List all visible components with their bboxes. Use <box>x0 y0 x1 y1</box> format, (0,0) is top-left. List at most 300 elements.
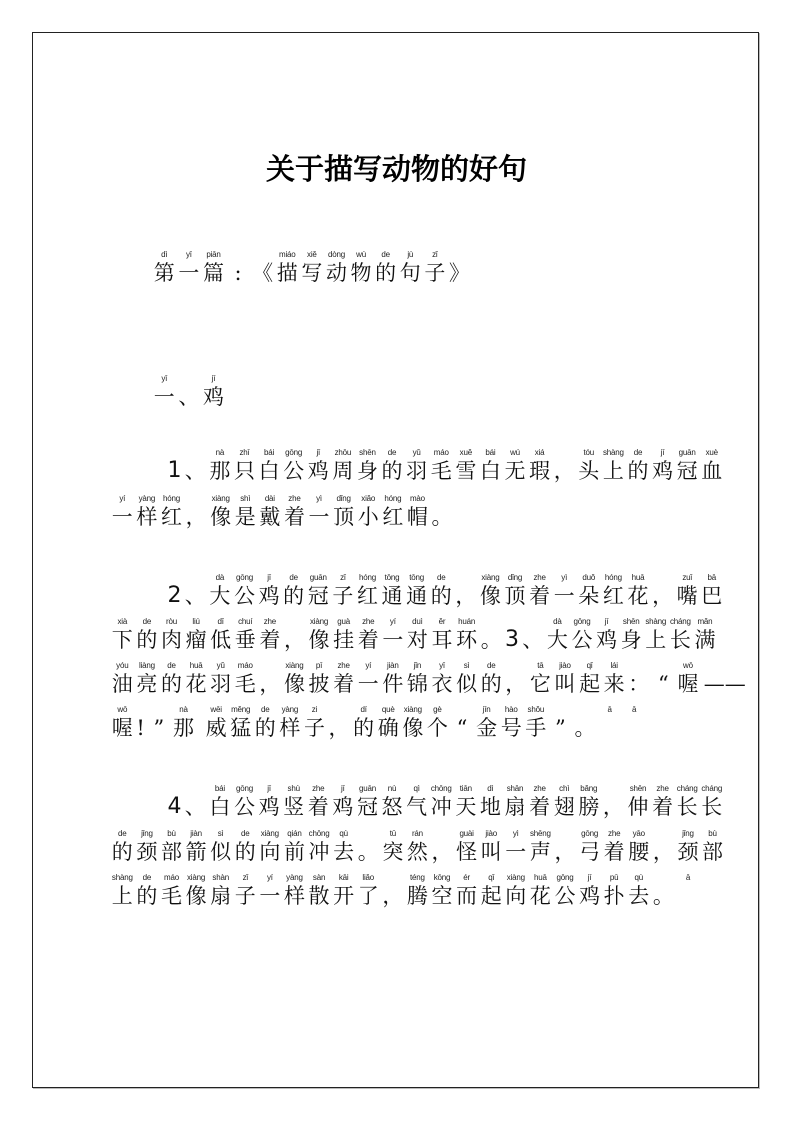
ruby-char <box>208 494 233 530</box>
ruby-char <box>257 784 282 820</box>
pinyin: zǐ <box>432 250 438 259</box>
ruby-char <box>425 705 450 741</box>
pinyin: zuǐ <box>682 573 692 582</box>
ruby-char <box>300 250 325 286</box>
pinyin: piān <box>206 250 221 259</box>
ruby-char <box>700 661 749 697</box>
hanzi: 竖 <box>283 795 305 819</box>
hanzi: 一 <box>259 884 281 908</box>
ruby-char <box>622 705 647 741</box>
pinyin: jī <box>587 873 592 882</box>
ruby-char <box>258 661 283 697</box>
ruby-char <box>577 784 602 820</box>
p1-line2 <box>110 494 454 530</box>
hanzi: 一 <box>553 584 575 608</box>
hanzi: 着 <box>283 505 305 529</box>
pinyin: zhe <box>362 617 375 626</box>
ruby-char <box>454 573 479 609</box>
ruby-char <box>650 573 675 609</box>
hanzi: 着 <box>652 795 674 819</box>
ruby-char <box>278 705 303 741</box>
hanzi: 花 <box>185 672 207 696</box>
ruby-char <box>331 661 356 697</box>
pinyin: de <box>241 829 250 838</box>
ruby-char <box>258 617 283 653</box>
ruby-char <box>699 784 724 820</box>
pinyin: jù <box>407 250 414 259</box>
hanzi: 上 <box>111 884 133 908</box>
ruby-char <box>135 873 160 909</box>
hanzi: 红 <box>356 584 378 608</box>
ruby-char <box>381 829 406 865</box>
pinyin: wēi <box>210 705 222 714</box>
ruby-char <box>601 784 626 820</box>
ruby-char <box>159 873 184 909</box>
p2-line2 <box>110 617 717 653</box>
pinyin: dī <box>217 617 224 626</box>
hanzi: ： <box>628 672 650 696</box>
ruby-char <box>184 873 209 909</box>
ruby-char <box>135 617 160 653</box>
hanzi: 头 <box>578 459 600 483</box>
ruby-char <box>356 661 381 697</box>
hanzi: 一 <box>308 505 330 529</box>
pinyin: de <box>486 661 496 670</box>
pinyin: nà <box>215 448 225 457</box>
hanzi: 箭 <box>185 840 207 864</box>
pinyin: tóu <box>583 448 595 457</box>
hanzi: 4 <box>167 794 182 819</box>
pinyin: shēn <box>359 448 376 457</box>
hanzi: 披 <box>308 672 330 696</box>
pinyin: huā <box>631 573 645 582</box>
ruby-char <box>184 617 209 653</box>
pinyin: duǒ <box>582 573 596 582</box>
pinyin: bù <box>167 829 176 838</box>
ruby-char <box>597 705 622 741</box>
hanzi: 油 <box>111 672 133 696</box>
pinyin: zhī <box>239 448 250 457</box>
ruby-char <box>405 661 430 697</box>
p2-line1 <box>166 573 724 609</box>
hanzi: 声 <box>529 840 551 864</box>
p1-line1 <box>166 448 724 484</box>
ruby-char <box>643 617 668 653</box>
hanzi: 周 <box>332 459 354 483</box>
ruby-char <box>258 494 283 530</box>
pinyin: qì <box>413 784 420 793</box>
ruby-char <box>147 705 172 741</box>
hanzi: 第 <box>153 261 175 285</box>
ruby-char <box>504 661 529 697</box>
hanzi: 公 <box>233 584 255 608</box>
pinyin: xiàng <box>481 573 500 582</box>
ruby-char <box>626 448 651 484</box>
pinyin: hóng <box>604 573 622 582</box>
pinyin: jī <box>341 784 345 793</box>
hanzi: 着 <box>307 795 329 819</box>
pinyin: xiǎo <box>361 494 376 503</box>
ruby-char <box>552 784 577 820</box>
hanzi: 环 <box>456 628 478 652</box>
hanzi: 动 <box>325 261 347 285</box>
p2-line3 <box>110 661 749 697</box>
hanzi: ， <box>455 584 477 608</box>
ruby-char <box>135 705 147 741</box>
hanzi: 、 <box>184 584 206 608</box>
pinyin: yī <box>185 250 192 259</box>
ruby-char <box>159 829 184 865</box>
ruby-char <box>430 494 455 530</box>
ruby-char <box>626 661 651 697</box>
hanzi: 伸 <box>627 795 649 819</box>
pinyin: de <box>167 661 176 670</box>
pinyin: yí <box>119 494 126 503</box>
pinyin: bái <box>214 784 225 793</box>
pinyin: mào <box>409 494 425 503</box>
pinyin: zhe <box>656 784 669 793</box>
pinyin: guān <box>678 448 696 457</box>
ruby-char <box>282 829 307 865</box>
ruby-char <box>253 705 278 741</box>
hanzi: 的 <box>353 716 375 740</box>
p4-line2 <box>110 829 725 865</box>
ruby-char <box>166 448 183 484</box>
hanzi: 件 <box>382 672 404 696</box>
ruby-char <box>184 494 209 530</box>
pinyin: sì <box>217 829 224 838</box>
ruby-char <box>356 494 381 530</box>
pinyin: shàng <box>645 617 667 626</box>
ruby-char <box>327 705 352 741</box>
ruby-char <box>619 617 644 653</box>
hanzi: “ <box>456 716 468 740</box>
ruby-char <box>552 448 577 484</box>
hanzi: 白 <box>209 795 231 819</box>
pinyin: guān <box>358 784 376 793</box>
hanzi: 似 <box>210 840 232 864</box>
pinyin: gōng <box>235 573 253 582</box>
pinyin: tōng <box>384 573 400 582</box>
hanzi: 一 <box>153 385 175 409</box>
hanzi: 腰 <box>628 840 650 864</box>
pinyin: sàn <box>312 873 326 882</box>
ruby-char <box>553 873 578 909</box>
ruby-char <box>282 494 307 530</box>
hanzi: 一 <box>111 505 133 529</box>
pinyin: chuí <box>238 617 253 626</box>
ruby-char <box>454 448 479 484</box>
hanzi: 瘤 <box>185 628 207 652</box>
hanzi: 样 <box>279 716 301 740</box>
pinyin: gè <box>433 705 442 714</box>
p2-line4 <box>110 705 646 741</box>
ruby-char <box>699 573 724 609</box>
hanzi: 红 <box>602 584 624 608</box>
pinyin: hóng <box>384 494 402 503</box>
ruby-char <box>228 705 253 741</box>
ruby-char <box>573 705 598 741</box>
ruby-char <box>307 494 332 530</box>
pinyin: guài <box>459 829 474 838</box>
pinyin: zhe <box>312 784 325 793</box>
pinyin: què <box>381 705 395 714</box>
ruby-char <box>405 829 430 865</box>
hanzi: ” <box>555 716 566 740</box>
ruby-char <box>626 784 651 820</box>
hanzi: 句 <box>399 261 421 285</box>
ruby-char <box>405 873 430 909</box>
pinyin: ròu <box>166 617 177 626</box>
ruby-char <box>232 784 257 820</box>
hanzi: 瑕 <box>529 459 551 483</box>
pinyin: huán <box>458 617 476 626</box>
pinyin: tā <box>537 661 544 670</box>
hanzi: 鸡 <box>258 795 280 819</box>
hanzi: 物 <box>350 261 372 285</box>
hanzi: 的 <box>160 672 182 696</box>
hanzi: 的 <box>381 459 403 483</box>
ruby-char <box>527 784 552 820</box>
pinyin: wú <box>510 448 520 457</box>
ruby-char <box>257 448 282 484</box>
ruby-char <box>380 448 405 484</box>
ruby-char <box>429 784 454 820</box>
ruby-char <box>257 573 282 609</box>
hanzi: 子 <box>332 584 354 608</box>
pinyin: qǐ <box>586 661 593 670</box>
hanzi: 、 <box>184 459 206 483</box>
hanzi: 毛 <box>160 884 182 908</box>
pinyin: qǐ <box>488 873 495 882</box>
pinyin: gōng <box>556 873 574 882</box>
hanzi: 开 <box>333 884 355 908</box>
pinyin: xiàng <box>187 873 206 882</box>
pinyin: shàng <box>602 448 624 457</box>
ruby-char <box>577 829 602 865</box>
pinyin: bái <box>264 448 275 457</box>
pinyin: dì <box>487 784 494 793</box>
ruby-char <box>307 661 332 697</box>
hanzi: 顶 <box>504 584 526 608</box>
ruby-char <box>233 617 258 653</box>
hanzi: 顶 <box>333 505 355 529</box>
ruby-char <box>430 829 455 865</box>
hanzi: 大 <box>209 584 231 608</box>
hanzi: 腾 <box>406 884 428 908</box>
ruby-char <box>331 494 356 530</box>
hanzi: 那 <box>172 716 194 740</box>
ruby-char <box>430 617 455 653</box>
hanzi: 的 <box>136 884 158 908</box>
ruby-char <box>183 448 208 484</box>
hanzi: 身 <box>620 628 642 652</box>
pinyin: yī <box>161 374 168 383</box>
hanzi: 血 <box>701 459 723 483</box>
pinyin: máo <box>237 661 253 670</box>
hanzi: 公 <box>571 628 593 652</box>
hanzi: ， <box>185 505 207 529</box>
ruby-char <box>159 494 184 530</box>
hanzi: 肉 <box>160 628 182 652</box>
ruby-char <box>478 573 503 609</box>
ruby-char <box>450 705 475 741</box>
pinyin: zhe <box>288 494 301 503</box>
hanzi: 着 <box>357 628 379 652</box>
hanzi: 怒 <box>381 795 403 819</box>
pinyin: gōng <box>573 617 591 626</box>
pinyin: de <box>436 573 446 582</box>
hanzi: 部 <box>702 840 724 864</box>
pinyin: sì <box>463 661 470 670</box>
ruby-char <box>594 617 619 653</box>
hanzi: 身 <box>356 459 378 483</box>
hanzi: 喔 <box>111 716 133 740</box>
pinyin: zhe <box>337 661 350 670</box>
hanzi: 然 <box>406 840 428 864</box>
ruby-char <box>675 448 700 484</box>
pinyin: xuě <box>459 448 472 457</box>
ruby-char <box>545 617 570 653</box>
ruby-char <box>405 617 430 653</box>
ruby-char <box>700 829 725 865</box>
pinyin: zǐ <box>242 873 248 882</box>
pinyin: gōng <box>581 829 599 838</box>
hanzi: 扑 <box>603 884 625 908</box>
ruby-char <box>676 661 701 697</box>
ruby-char <box>380 784 405 820</box>
hanzi: 鸡 <box>307 459 329 483</box>
hanzi: 毛 <box>234 672 256 696</box>
pinyin: xiàng <box>506 873 525 882</box>
pinyin: de <box>387 448 397 457</box>
ruby-char <box>166 573 183 609</box>
ruby-char <box>570 617 595 653</box>
hanzi: ， <box>505 672 527 696</box>
hanzi: 朵 <box>578 584 600 608</box>
pinyin: ā <box>607 705 612 714</box>
hanzi: 扇 <box>504 795 526 819</box>
ruby-char <box>553 829 578 865</box>
hanzi: 白 <box>479 459 501 483</box>
pinyin: xiàng <box>403 705 422 714</box>
ruby-char <box>503 448 528 484</box>
ruby-char <box>675 784 700 820</box>
hanzi: 鸡 <box>332 795 354 819</box>
ruby-char <box>504 873 529 909</box>
ruby-char <box>601 448 626 484</box>
hanzi: 写 <box>301 261 323 285</box>
ruby-char <box>331 448 356 484</box>
pinyin: mǎn <box>697 617 713 626</box>
hanzi: 猛 <box>230 716 252 740</box>
hanzi: ， <box>652 840 674 864</box>
ruby-char <box>651 873 676 909</box>
ruby-char <box>331 829 356 865</box>
pinyin: hóng <box>162 494 180 503</box>
ruby-char <box>650 784 675 820</box>
ruby-char <box>356 829 381 865</box>
hanzi: 。 <box>652 884 674 908</box>
pinyin: xiě <box>307 250 317 259</box>
pinyin: jiào <box>559 661 571 670</box>
ruby-char <box>135 494 160 530</box>
ruby-char <box>356 873 381 909</box>
ruby-char <box>626 829 651 865</box>
hanzi: 只 <box>233 459 255 483</box>
pinyin: de <box>381 250 390 259</box>
ruby-char <box>159 617 184 653</box>
ruby-char <box>478 784 503 820</box>
ruby-char <box>479 873 504 909</box>
ruby-char <box>355 448 380 484</box>
pinyin: máo <box>164 873 179 882</box>
hanzi: 《 <box>252 261 274 285</box>
hanzi: 冠 <box>307 584 329 608</box>
hanzi: 下 <box>111 628 133 652</box>
pinyin: xiàng <box>211 494 230 503</box>
ruby-char <box>527 448 552 484</box>
hanzi: 像 <box>210 505 232 529</box>
pinyin: pī <box>315 661 323 670</box>
ruby-char <box>479 661 504 697</box>
hanzi: 了 <box>357 884 379 908</box>
pinyin: de <box>142 617 152 626</box>
ruby-char <box>282 617 307 653</box>
hanzi: 一 <box>382 628 404 652</box>
pinyin: pū <box>609 873 619 882</box>
pinyin: lái <box>610 661 618 670</box>
pinyin: hóng <box>358 573 376 582</box>
pinyin: kāi <box>338 873 349 882</box>
hanzi: 白 <box>258 459 280 483</box>
pinyin: bā <box>707 573 717 582</box>
pinyin: jī <box>267 573 271 582</box>
hanzi: 去 <box>628 884 650 908</box>
pinyin: yàng <box>286 873 303 882</box>
pinyin: shàn <box>212 873 229 882</box>
hanzi: 大 <box>546 628 568 652</box>
ruby-char <box>405 494 430 530</box>
pinyin: dài <box>264 494 275 503</box>
hanzi: 怪 <box>456 840 478 864</box>
ruby-char <box>528 829 553 865</box>
pinyin: cháng <box>701 784 723 793</box>
pinyin: dì <box>161 250 168 259</box>
pinyin: zhe <box>263 617 277 626</box>
hanzi: 的 <box>430 584 452 608</box>
hanzi: 它 <box>529 672 551 696</box>
hanzi: 羽 <box>210 672 232 696</box>
pinyin: huā <box>189 661 203 670</box>
pinyin: yǔ <box>412 448 421 457</box>
hanzi: 。 <box>574 716 596 740</box>
pinyin: qián <box>287 829 302 838</box>
hanzi: 亮 <box>136 672 158 696</box>
ruby-char <box>281 448 306 484</box>
hanzi: 气 <box>406 795 428 819</box>
pinyin: xiàng <box>260 829 279 838</box>
pinyin: shēng <box>529 829 551 838</box>
ruby-char <box>331 617 356 653</box>
pinyin: yàng <box>281 705 299 714</box>
pinyin: liǎo <box>362 873 375 882</box>
pinyin: téng <box>410 873 425 882</box>
ruby-char <box>306 448 331 484</box>
hanzi: 起 <box>480 884 502 908</box>
pinyin: shān <box>506 784 524 793</box>
pinyin: yī <box>439 661 445 670</box>
